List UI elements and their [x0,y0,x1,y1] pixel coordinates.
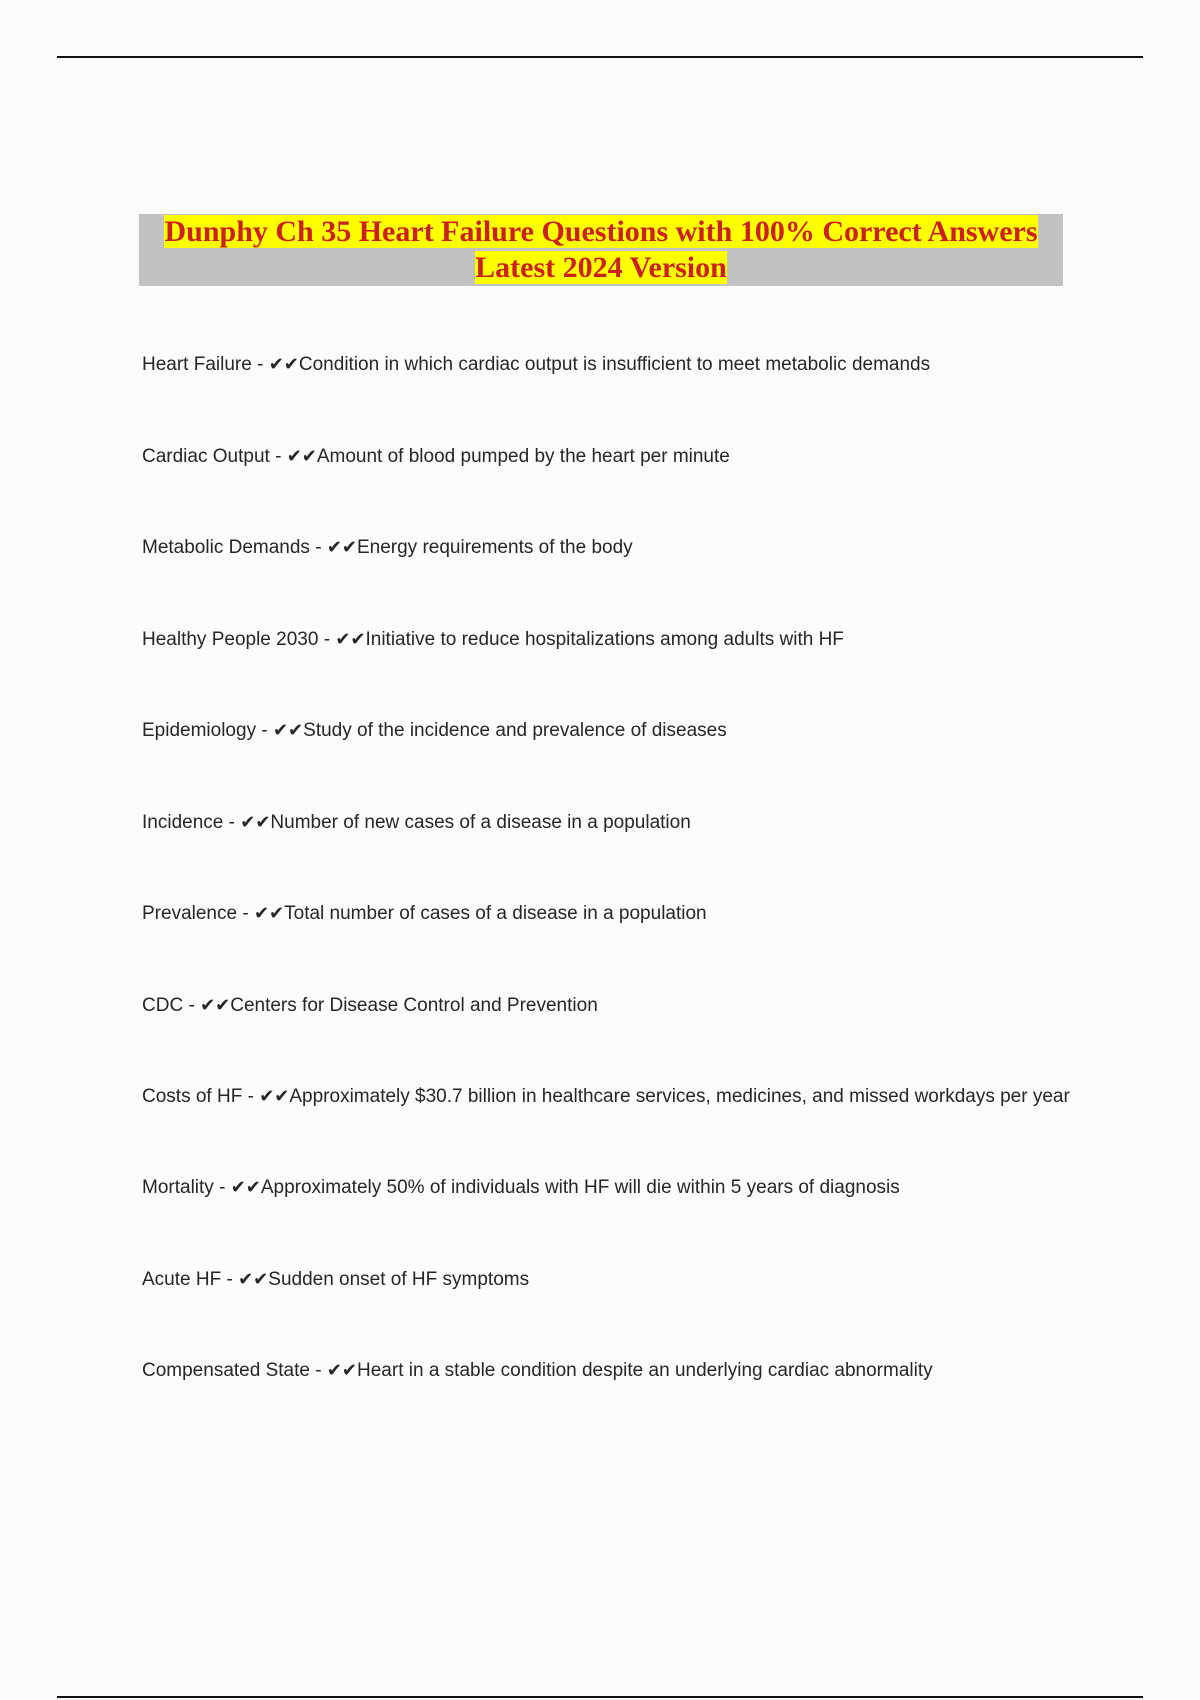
qa-entry [142,1356,1072,1385]
check-icon: ✔✔ [272,720,304,741]
definition: Number of new cases of a disease in a population [270,811,691,833]
term: Epidemiology [142,720,257,741]
separator: - [242,1086,260,1107]
document-title [139,214,1063,286]
separator: - [309,537,327,558]
top-divider [57,56,1143,58]
qa-entry [142,625,1072,654]
definition: Sudden onset of HF symptoms [268,1268,530,1290]
separator: - [269,445,287,467]
term: Metabolic Demands [142,537,310,558]
check-icon: ✔✔ [253,903,285,924]
qa-entry [142,350,1072,379]
qa-entry [142,808,1072,837]
term: Costs of HF [142,1086,243,1107]
check-icon: ✔✔ [238,1268,269,1290]
term: Compensated State [142,1360,310,1381]
qa-entry [142,899,1072,928]
definition: Approximately $30.7 billion in healthcare services, medicines, and missed workdays per year [289,1086,1070,1107]
term: Cardiac Output [142,445,270,467]
definition: Condition in which cardiac output is insufficient to meet metabolic demands [298,354,931,375]
qa-entry [142,442,1072,471]
check-icon: ✔✔ [240,811,271,833]
separator: - [256,720,273,741]
term: Incidence [142,811,224,833]
check-icon: ✔✔ [230,1177,261,1198]
qa-list [142,350,1072,1448]
separator: - [237,903,254,924]
definition: Initiative to reduce hospitalizations among adults with HF [365,628,844,650]
term: Heart Failure [142,354,252,375]
qa-entry [142,1173,1072,1202]
check-icon: ✔✔ [286,445,317,467]
title-line-1: Dunphy Ch 35 Heart Failure Questions with 100% Correct Answers [164,215,1038,248]
check-icon: ✔✔ [326,537,357,558]
qa-entry [142,533,1072,562]
separator: - [213,1177,231,1198]
term: Mortality [142,1177,214,1198]
check-icon: ✔✔ [335,628,366,650]
definition: Energy requirements of the body [356,537,633,558]
separator: - [223,811,241,833]
check-icon: ✔✔ [200,994,231,1016]
definition: Centers for Disease Control and Prevention [230,994,598,1016]
qa-entry [142,1082,1072,1111]
definition: Approximately 50% of individuals with HF will die within 5 years of diagnosis [260,1177,900,1198]
term: Prevalence [142,903,238,924]
separator: - [251,354,269,375]
separator: - [318,628,336,650]
title-line-2: Latest 2024 Version [475,251,727,284]
separator: - [183,994,201,1016]
term: Acute HF [142,1268,222,1290]
qa-entry [142,1265,1072,1294]
definition: Study of the incidence and prevalence of diseases [303,720,727,741]
term: CDC [142,994,184,1016]
separator: - [221,1268,239,1290]
check-icon: ✔✔ [268,354,299,375]
check-icon: ✔✔ [259,1086,290,1107]
definition: Amount of blood pumped by the heart per minute [316,445,730,467]
qa-entry [142,716,1072,745]
definition: Heart in a stable condition despite an underlying cardiac abnormality [357,1360,933,1381]
bottom-divider [57,1696,1143,1698]
definition: Total number of cases of a disease in a population [284,903,707,924]
term: Healthy People 2030 [142,628,319,650]
separator: - [309,1360,327,1381]
check-icon: ✔✔ [326,1360,358,1381]
qa-entry [142,991,1072,1020]
